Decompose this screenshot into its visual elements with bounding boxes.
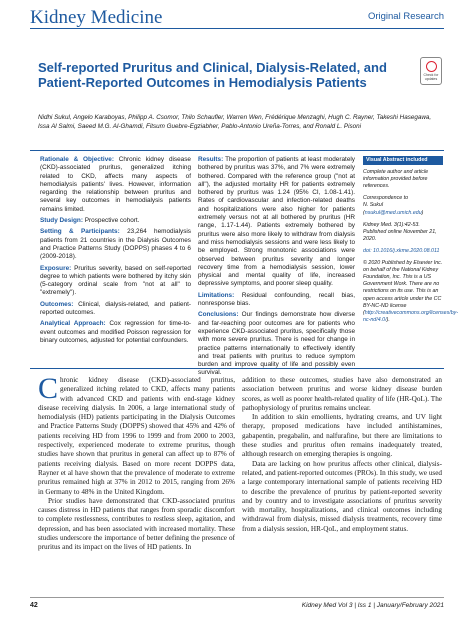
body-column-2 (242, 376, 442, 534)
page-number: 42 (30, 602, 38, 609)
abstract-top-rule (30, 150, 444, 151)
abstract-rationale: Rationale & Objective: Chronic kidney disease (CKD)-associated pruritus, generalized itching related to CKD, affects many aspects of hemodialysis patients' lives. However, information regarding the relationship between pruritus and several key outcomes in hemodialysis patients remains limited. (40, 156, 191, 213)
badge-label: Check for updates (423, 73, 439, 81)
abstract-limitations: Limitations: Residual confounding, recall bias, nonresponse bias. (198, 291, 355, 308)
article-title: Self-reported Pruritus and Clinical, Dialysis-Related, and Patient-Reported Outcomes in Hemodialysis Patients (38, 60, 387, 90)
intro-paragraph-3: addition to these outcomes, studies have also demonstrated an association between pruritus and worse kidney disease burden scores, as well as poorer health-related quality of life (HR-QoL). The pathophysiology of pruritus remains unclear. (242, 376, 442, 412)
supplementary-note: Complete author and article information provided before references. (363, 169, 429, 190)
abstract-exposure: Exposure: Pruritus severity, based on self-reported degree to which patients were bothered by itchy skin (5-category ordinal scale from "not at all" to "extremely"). (40, 264, 191, 297)
abstract-bottom-rule (30, 368, 444, 369)
abstract-setting: Setting & Participants: 23,264 hemodialysis patients from 21 countries in the Dialysis Outcomes and Practice Patterns Study (DOPPS) phases 4 to 6 (2009-2018). (40, 228, 191, 261)
footer-rule (30, 597, 444, 598)
correspondence: Correspondence to N. Sukul (nsukul@med.umich.edu) (363, 195, 424, 216)
intro-paragraph-4: In addition to skin emollients, hydrating creams, and UV light therapy, proposed medications have included antihistamines, gabapentin, pregabalin, and nalfurafine, but there are limitations to these studies and pruritus often remains inadequately treated, although research on emerging therapies is ongoing. (242, 413, 442, 459)
check-for-updates-badge[interactable] (420, 57, 442, 85)
article-info-sidebar (363, 156, 459, 329)
visual-abstract-label[interactable]: Visual Abstract included (363, 156, 443, 165)
license-link[interactable]: http://creativecommons.org/licenses/by-nc-nd/4.0/ (363, 309, 459, 323)
check-updates-icon (426, 61, 437, 72)
abstract-design: Study Design: Prospective cohort. (40, 217, 140, 225)
correspondence-email-link[interactable]: nsukul@med.umich.edu (364, 209, 422, 216)
license-notice: © 2020 Published by Elsevier Inc. on behalf of the National Kidney Foundation, Inc. This is a US Government Work. There are no restrictions on its use. This is an open access article under the CC BY-NC-ND license (http://creativecommons.org/licenses/by-nc-nd/4.0/). (363, 260, 459, 323)
body-column-1 (38, 372, 235, 553)
citation: Kidney Med. 3(1):42-53. Published online November 21, 2020. (363, 221, 437, 242)
abstract-analytical: Analytical Approach: Cox regression for time-to-event outcomes and modified Poisson regression for binary outcomes, adjusted for potential confounders. (40, 320, 192, 344)
intro-paragraph-2: Prior studies have demonstrated that CKD-associated pruritus causes distress in HD patients that ranges from sporadic discomfort to complete restlessness, contributes to restless sleep, agitation, and depression, and has been associated with increased mortality. These studies underscore the importance of better defining the presence of pruritus and its impact on the lives of HD patients. In (38, 496, 235, 552)
doi-link[interactable]: doi: 10.1016/j.xkme.2020.08.011 (363, 247, 440, 254)
journal-name: Kidney Medicine (30, 7, 163, 28)
drop-cap: C (38, 372, 59, 405)
abstract-conclusions: Conclusions: Our findings demonstrate how diverse and far-reaching poor outcomes are for patients who experience CKD-associated pruritus, specifically those with more severe pruritus. There is need for change in practice patterns internationally to effectively identify and treat patients with pruritus to reduce symptom burden and improve quality of life and possibly even survival. (198, 311, 355, 377)
abstract-column-1 (40, 156, 191, 348)
section-label: Original Research (367, 11, 444, 22)
abstract-outcomes: Outcomes: Clinical, dialysis-related, and patient-reported outcomes. (40, 300, 191, 317)
author-list: Nidhi Sukul, Angelo Karaboyas, Philipp A. Csomor, Thilo Schaufler, Warren Wen, Frédérique Menzaghi, Hugh C. Rayner, Takeshi Hasegawa, Issa Al Salmi, Saeed M.G. Al-Ghamdi, Fitsum Guebre-Egziabher, Pablo-Antonio Ureña-Torres, and Ronald L. Pisoni (38, 114, 432, 131)
abstract-column-2 (198, 156, 355, 381)
abstract-results: Results: The proportion of patients at least moderately bothered by pruritus was 37%, and 7% were extremely bothered. Compared with the reference group ("not at all"), the adjusted mortality HR for patients extremely bothered by pruritus was 1.24 (95% CI, 1.08-1.41). Rates of cardiovascular and infection-related deaths and hospitalizations were also higher for patients extremely versus not at all bothered by pruritus (HR range, 1.17-1.44). Patients extremely bothered by pruritus were also more likely to withdraw from dialysis and miss hemodialysis sessions and were less likely to be employed. Strong monotonic associations were observed between pruritus severity and longer recovery time from a hemodialysis session, lower physical and mental quality of life, increased depressive symptoms, and poorer sleep quality. (198, 156, 355, 288)
header-rule (30, 28, 444, 29)
intro-paragraph-1: Chronic kidney disease (CKD)-associated pruritus, generalized itching related to CKD, affects many patients with advanced CKD and patients with end-stage kidney disease receiving dialysis. In 2006, a large international study of hemodialysis (HD) patients participating in the Dialysis Outcomes and Practice Patterns Study (DOPPS) showed that 45% and 42% of patients receiving HD from 1996 to 1999 and from 2000 to 2003, respectively, experienced moderate to extreme pruritus, though studies have shown that pruritus in general can affect up to 87% of patients receiving dialysis. Based on more recent DOPPS data, Rayner et al have shown that the prevalence of moderate to extreme pruritus remained high at 37% in 2012 to 2015, ranging from 26% in Germany to 48% in the United Kingdom. (38, 372, 235, 496)
intro-paragraph-5: Data are lacking on how pruritus affects other clinical, dialysis-related, and patient-reported outcomes (PROs). In this study, we used a large contemporary international sample of patients receiving HD to describe the prevalence of pruritus by patient-reported severity and by country and to investigate associations of pruritus severity with mortality, hospitalizations, and clinical outcomes including withdrawal from dialysis, missed dialysis treatments, recovery time from a dialysis session, HR-QoL, and employment status. (242, 459, 442, 533)
journal-issue-info: Kidney Med Vol 3 | Iss 1 | January/February 2021 (301, 602, 444, 609)
